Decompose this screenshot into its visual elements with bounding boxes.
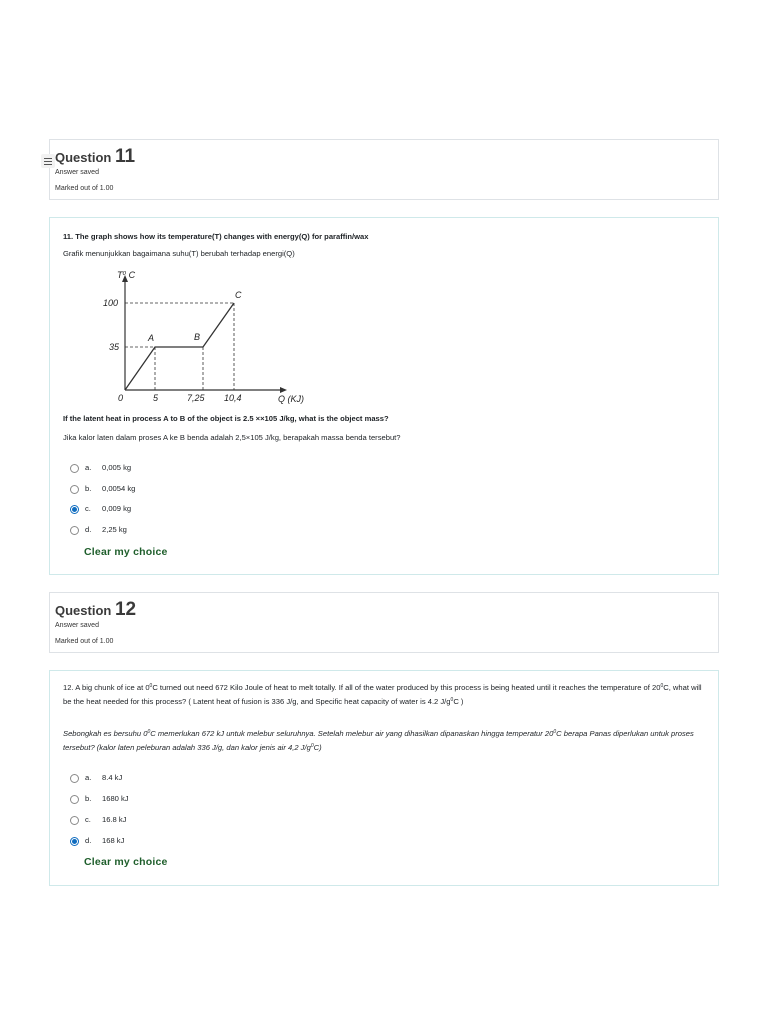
x-tick-5: 5 — [153, 393, 159, 403]
radio-button[interactable] — [70, 795, 79, 804]
question-11-marks: Marked out of 1.00 — [55, 185, 114, 192]
x-axis-label: Q (KJ) — [278, 394, 304, 404]
question-12-content: 12. A big chunk of ice at $0^0C$ turned out need 672 Kilo Joule of heat to melt totally. If all of the water produced by this process is being heated until it reaches the temperature of $20^0C$, what will be the heat needed for this process? ( Latent heat of fusion is 336 J/g, and Specific heat capacity of water is 4.2 $J/g^0C$ ) Sebongkah es bersuhu $0^0C$ memerlukan 672 kJ untuk melebur seluruhnya. Setelah melebur air yang dihasilkan dipanaskan hingga temperatur $20^0C$ berapa Panas diperlukan untuk proses tersebut? (kalor laten peleburan adalah 336 J/g, dan kalor jenis air 4,2 $J/g^0C$) a. 8.4 kJ b. 1680 kJ c. 16.8 kJ d. 168 kJ Clear my choice — [49, 670, 719, 886]
temperature-energy-graph — [95, 265, 311, 407]
question-12-state: Answer saved — [55, 622, 99, 629]
question-11-number: 11 — [114, 146, 136, 167]
question-12-marks: Marked out of 1.00 — [55, 638, 114, 645]
q12-clear-choice-link[interactable]: Clear my choice — [84, 856, 168, 868]
point-c-label: C — [235, 290, 242, 300]
radio-button[interactable] — [70, 774, 79, 783]
question-11-prompt-id: Jika kalor laten dalam proses A ke B benda adalah 2,5×105 J/kg, berapakah massa benda tersebut? — [63, 433, 401, 442]
question-11-title: Question 11 — [55, 146, 136, 167]
radio-button[interactable] — [70, 464, 79, 473]
question-11-text-id: Grafik menunjukkan bagaimana suhu(T) berubah terhadap energi(Q) — [63, 249, 295, 258]
x-tick-0: 0 — [118, 393, 124, 403]
point-b-label: B — [194, 332, 201, 342]
question-12-number: 12 — [114, 599, 137, 620]
q11-clear-choice-link[interactable]: Clear my choice — [84, 546, 168, 558]
radio-button[interactable] — [70, 816, 79, 825]
question-12-text-en: 12. A big chunk of ice at $0^0C$ turned out need 672 Kilo Joule of heat to melt totally. If all of the water produced by this process is being heated until it reaches the temperature of $20^0C$, what will be the heat needed for this process? ( Latent heat of fusion is 336 J/g, and Specific heat capacity of water is 4.2 $J/g^0C$ ) — [63, 683, 702, 706]
question-12-title: Question 12 — [55, 599, 137, 620]
question-11-text-en: 11. The graph shows how its temperature(T) changes with energy(Q) for paraffin/wax — [63, 232, 369, 241]
question-12-info — [49, 592, 719, 653]
x-tick-7-25: 7,25 — [187, 393, 205, 403]
point-a-label: A — [148, 333, 155, 343]
radio-button[interactable] — [70, 485, 79, 494]
x-tick-10-4: 10,4 — [224, 393, 242, 403]
question-11-state: Answer saved — [55, 169, 99, 176]
y-tick-100: 100 — [103, 298, 119, 308]
y-axis-label: T⁰ C — [117, 270, 136, 280]
question-11-content: 11. The graph shows how its temperature(T) changes with energy(Q) for paraffin/wax Grafik menunjukkan bagaimana suhu(T) berubah terhadap energi(Q) T⁰ C Q (KJ) 100 35 0 5 7,25 10,4 A B C If the latent heat in process A to B of the object is 2.5 ××105 J/kg, what is the object mass? Jika kalor laten dalam proses A ke B benda adalah 2,5×105 J/kg, berapakah massa benda tersebut? a. 0,005 kg b. 0,0054 kg c. 0,009 kg d. 2,25 kg Clear my choice — [49, 217, 719, 575]
question-11-info — [49, 139, 719, 200]
question-11-prompt-en: If the latent heat in process A to B of the object is 2.5 ××105 J/kg, what is the object mass? — [63, 414, 389, 423]
radio-button-selected[interactable] — [70, 505, 79, 514]
question-12-text-id: Sebongkah es bersuhu $0^0C$ memerlukan 672 kJ untuk melebur seluruhnya. Setelah melebur air yang dihasilkan dipanaskan hingga temperatur $20^0C$ berapa Panas diperlukan untuk proses tersebut? (kalor laten peleburan adalah 336 J/g, dan kalor jenis air 4,2 $J/g^0C$) — [63, 729, 694, 752]
radio-button-selected[interactable] — [70, 837, 79, 846]
question-nav-icon[interactable] — [41, 154, 55, 168]
y-tick-35: 35 — [109, 342, 120, 352]
radio-button[interactable] — [70, 526, 79, 535]
